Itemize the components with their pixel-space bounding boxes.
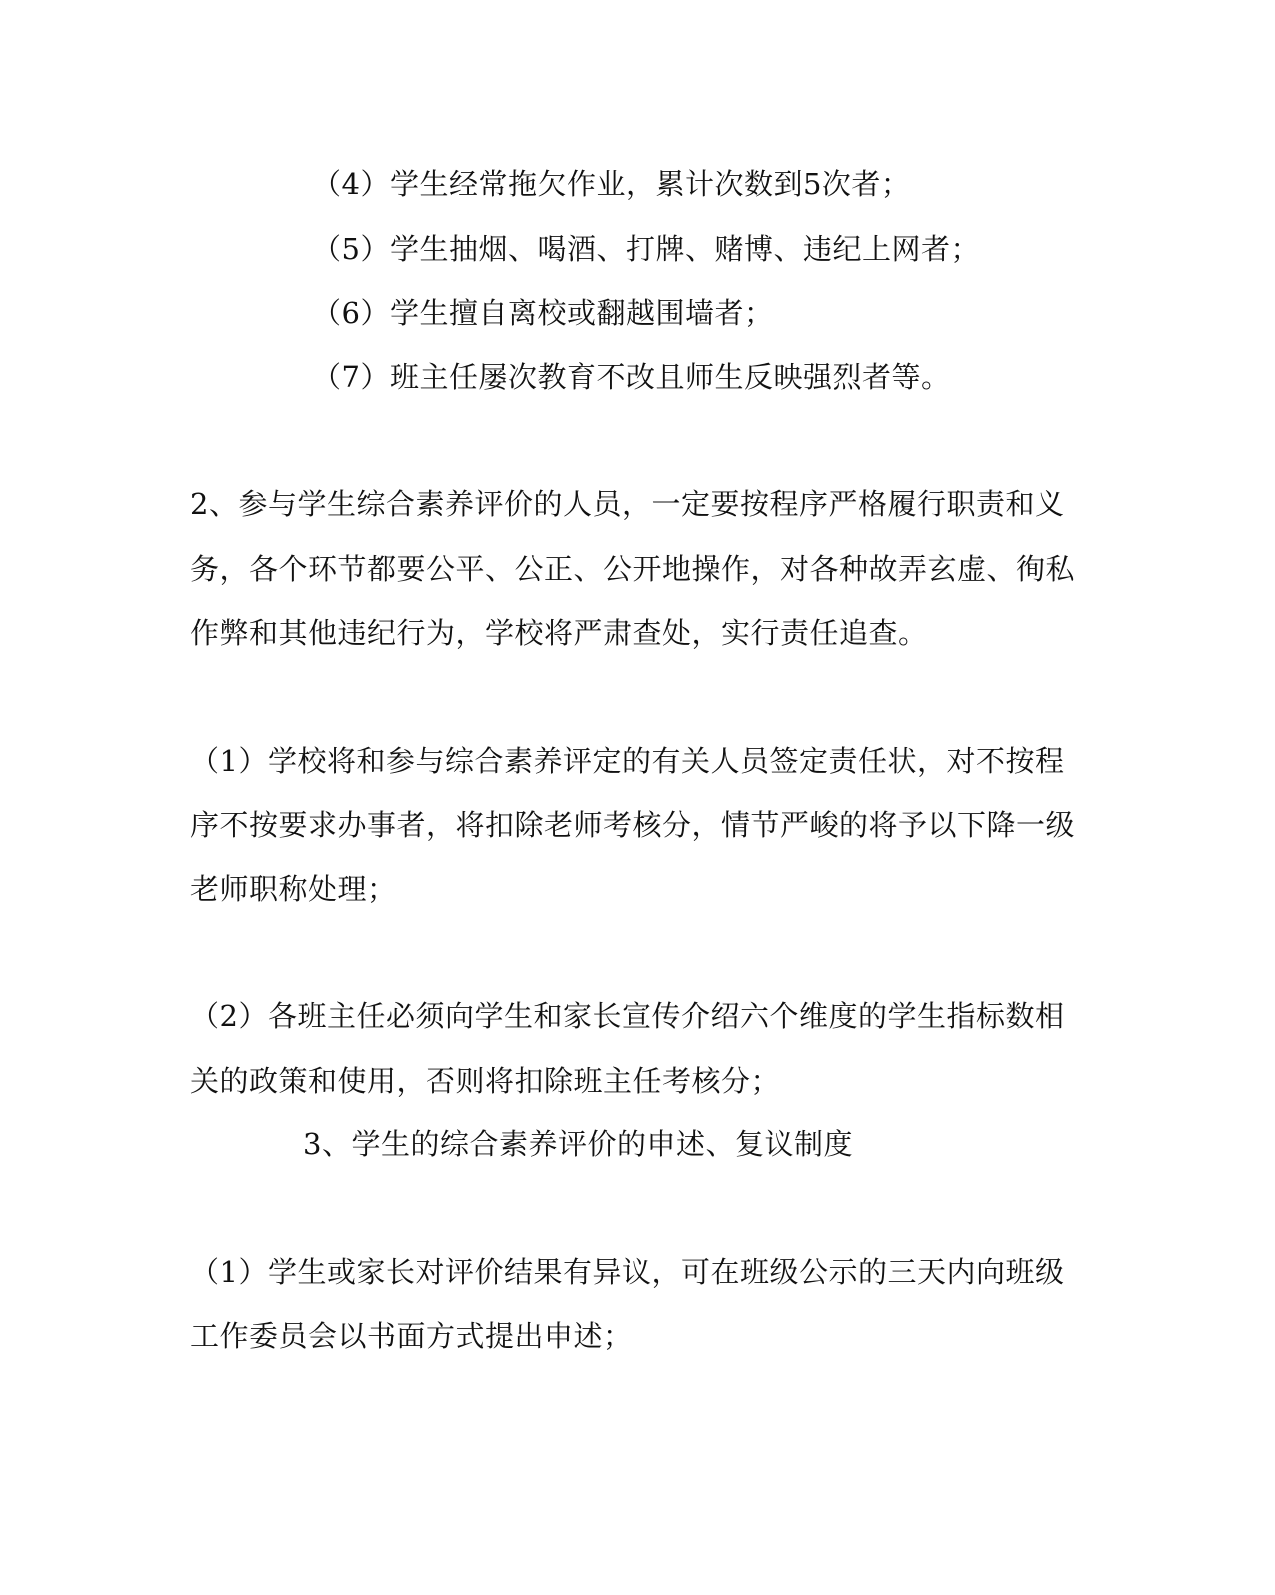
- sub-item-2-line-2: 关的政策和使用，否则将扣除班主任考核分；: [190, 1064, 781, 1098]
- list-item-5: （5）学生抽烟、喝酒、打牌、赌博、违纪上网者；: [312, 232, 980, 266]
- list-item-4: （4）学生经常拖欠作业，累计次数到5次者；: [312, 167, 911, 201]
- sub-item-3-1-line-1: （1）学生或家长对评价结果有异议，可在班级公示的三天内向班级: [190, 1255, 1065, 1289]
- sub-item-1-line-1: （1）学校将和参与综合素养评定的有关人员签定责任状，对不按程: [190, 744, 1065, 778]
- sub-item-3-1-line-2: 工作委员会以书面方式提出申述；: [190, 1319, 633, 1353]
- paragraph-2-line-1: 2、参与学生综合素养评价的人员，一定要按程序严格履行职责和义: [190, 487, 1065, 521]
- sub-item-1-line-3: 老师职称处理；: [190, 872, 397, 906]
- section-heading-3: 3、学生的综合素养评价的申述、复议制度: [303, 1127, 853, 1161]
- paragraph-2-line-2: 务，各个环节都要公平、公正、公开地操作，对各种故弄玄虚、徇私: [190, 552, 1076, 586]
- sub-item-2-line-1: （2）各班主任必须向学生和家长宣传介绍六个维度的学生指标数相: [190, 999, 1065, 1033]
- list-item-6: （6）学生擅自离校或翻越围墙者；: [312, 296, 774, 330]
- paragraph-2-line-3: 作弊和其他违纪行为，学校将严肃查处，实行责任追查。: [190, 616, 928, 650]
- list-item-7: （7）班主任屡次教育不改且师生反映强烈者等。: [312, 360, 951, 394]
- sub-item-1-line-2: 序不按要求办事者，将扣除老师考核分，情节严峻的将予以下降一级: [190, 808, 1076, 842]
